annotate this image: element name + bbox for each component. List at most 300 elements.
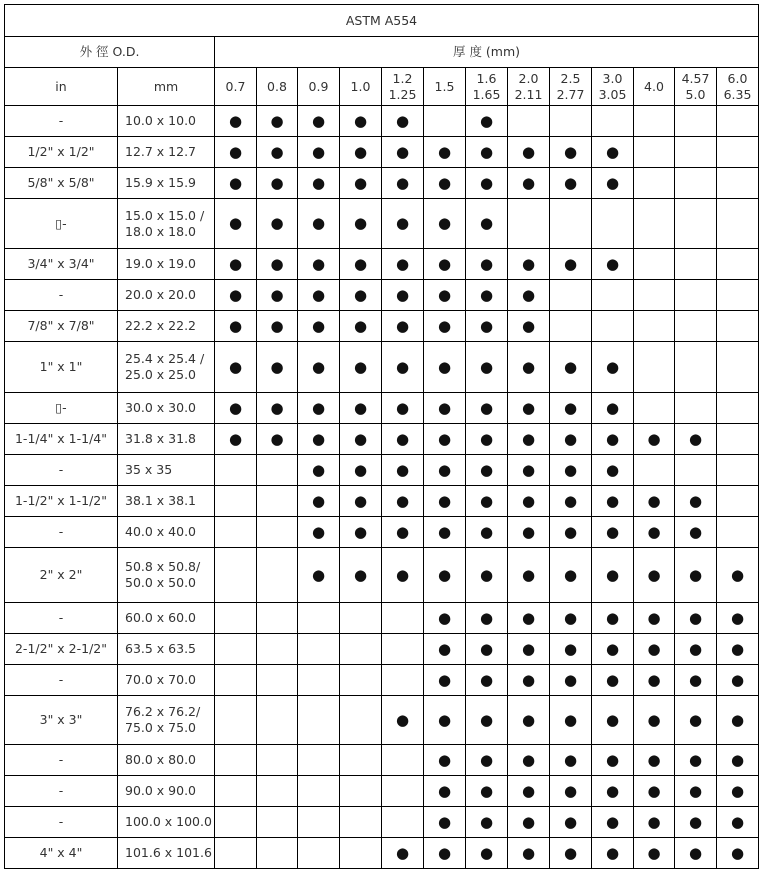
availability-cell [340,168,382,199]
availability-cell [675,455,717,486]
availability-dot: ● [437,608,452,627]
size-mm-line: 50.0 x 50.0 [125,575,197,590]
title-row [5,5,759,37]
availability-cell [634,696,675,745]
availability-dot: ● [353,429,368,448]
availability-cell [298,199,340,249]
availability-cell [257,838,298,869]
availability-cell [424,342,466,393]
availability-dot: ● [688,812,703,831]
availability-dot: ● [563,142,578,161]
availability-cell [424,634,466,665]
availability-cell [634,393,675,424]
availability-dot: ● [563,710,578,729]
size-mm-cell [118,280,215,311]
size-in-cell: 1-1/2" x 1-1/2" [5,486,118,517]
availability-cell [340,199,382,249]
availability-cell [592,424,634,455]
size-mm-line: 35 x 35 [125,462,173,477]
thickness-col-header [424,68,466,106]
availability-dot: ● [605,639,620,658]
thickness-value: 0.9 [308,78,329,94]
availability-cell [592,249,634,280]
availability-cell [550,106,592,137]
availability-cell [550,168,592,199]
availability-dot: ● [228,398,243,417]
availability-cell [466,199,508,249]
table-row [5,548,759,603]
availability-cell [466,776,508,807]
availability-cell [592,486,634,517]
availability-cell [298,634,340,665]
size-mm-cell [118,517,215,548]
table-row [5,776,759,807]
size-mm-line: 75.0 x 75.0 [125,720,197,735]
availability-dot: ● [353,357,368,376]
availability-cell [717,696,759,745]
availability-cell [424,696,466,745]
availability-cell [424,603,466,634]
availability-dot: ● [437,750,452,769]
availability-cell [466,745,508,776]
availability-cell [634,548,675,603]
availability-cell [550,249,592,280]
availability-dot: ● [521,750,536,769]
availability-cell [340,807,382,838]
size-mm-line: 40.0 x 40.0 [125,524,197,539]
thickness-value: 1.2 [392,70,413,86]
size-mm-line: 100.0 x 100.0 [125,814,212,829]
availability-cell [298,486,340,517]
thickness-col-header [298,68,340,106]
availability-cell [592,168,634,199]
availability-cell [424,486,466,517]
availability-dot: ● [479,214,494,232]
availability-cell [424,517,466,548]
availability-cell [215,665,257,696]
availability-dot: ● [605,460,620,479]
availability-dot: ● [563,398,578,417]
availability-dot: ● [270,429,284,448]
size-mm-cell [118,634,215,665]
availability-dot: ● [647,710,661,729]
availability-cell [717,342,759,393]
availability-cell [340,137,382,168]
table-row [5,665,759,696]
availability-dot: ● [437,491,452,510]
availability-cell [717,199,759,249]
availability-dot: ● [479,285,494,304]
thickness-col-header [466,68,508,106]
availability-dot: ● [563,429,578,448]
thickness-header: 厚 度 (mm) [215,37,759,68]
availability-dot: ● [563,522,578,541]
availability-dot: ● [353,285,368,304]
availability-dot: ● [228,254,243,273]
availability-cell [717,634,759,665]
availability-dot: ● [479,670,494,689]
availability-cell [675,486,717,517]
availability-dot: ● [647,429,661,448]
availability-dot: ● [479,522,494,541]
availability-cell [466,517,508,548]
availability-dot: ● [521,812,536,831]
availability-cell [634,280,675,311]
availability-cell [508,137,550,168]
availability-cell [550,486,592,517]
availability-dot: ● [647,608,661,627]
availability-cell [340,280,382,311]
size-mm-line: 25.4 x 25.4 / [125,351,205,366]
availability-dot: ● [437,142,452,161]
availability-cell [466,548,508,603]
availability-dot: ● [730,843,745,862]
group-header-row [5,37,759,68]
availability-cell [508,634,550,665]
availability-cell [298,696,340,745]
size-mm-cell [118,486,215,517]
availability-cell [508,745,550,776]
table-body [5,106,759,869]
availability-dot: ● [605,398,620,417]
availability-cell [717,249,759,280]
availability-dot: ● [311,357,326,376]
availability-cell [298,311,340,342]
thickness-col-header [382,68,424,106]
availability-dot: ● [479,111,494,130]
availability-dot: ● [479,565,494,584]
availability-dot: ● [437,460,452,479]
availability-cell [634,199,675,249]
thickness-col-header [550,68,592,106]
thickness-value: 1.65 [472,86,501,102]
availability-dot: ● [395,398,410,417]
size-mm-line: 30.0 x 30.0 [125,400,197,415]
availability-cell [634,838,675,869]
availability-dot: ● [228,357,243,376]
availability-cell [466,249,508,280]
availability-cell [298,280,340,311]
size-mm-cell [118,424,215,455]
availability-cell [215,199,257,249]
availability-cell [298,424,340,455]
availability-cell [717,838,759,869]
availability-dot: ● [479,357,494,376]
availability-cell [508,342,550,393]
availability-dot: ● [521,398,536,417]
availability-dot: ● [395,214,410,232]
size-mm-cell [118,342,215,393]
availability-dot: ● [521,429,536,448]
availability-cell [466,603,508,634]
size-mm-line: 60.0 x 60.0 [125,610,197,625]
size-mm-cell [118,311,215,342]
availability-cell [508,807,550,838]
availability-dot: ● [688,670,703,689]
availability-dot: ● [647,670,661,689]
availability-dot: ● [353,142,368,161]
availability-dot: ● [437,670,452,689]
availability-dot: ● [605,254,620,273]
availability-cell [257,486,298,517]
availability-dot: ● [479,491,494,510]
availability-dot: ● [311,398,326,417]
availability-cell [298,603,340,634]
availability-cell [340,311,382,342]
availability-cell [717,745,759,776]
availability-dot: ● [730,565,745,584]
availability-dot: ● [437,316,452,335]
availability-cell [550,311,592,342]
availability-dot: ● [521,357,536,376]
availability-cell [466,342,508,393]
availability-dot: ● [605,608,620,627]
availability-cell [550,137,592,168]
availability-dot: ● [563,565,578,584]
availability-cell [508,280,550,311]
availability-dot: ● [228,285,243,304]
availability-dot: ● [311,254,326,273]
availability-cell [466,634,508,665]
availability-dot: ● [688,781,703,800]
size-in-cell: ▯- [5,199,118,249]
availability-dot: ● [647,491,661,510]
availability-cell [675,807,717,838]
availability-dot: ● [311,316,326,335]
availability-cell [382,168,424,199]
availability-cell [424,665,466,696]
availability-cell [424,249,466,280]
table-row [5,168,759,199]
availability-dot: ● [730,639,745,658]
availability-dot: ● [437,214,452,232]
table-row [5,486,759,517]
availability-cell [424,137,466,168]
availability-dot: ● [521,522,536,541]
availability-dot: ● [521,670,536,689]
availability-cell [382,517,424,548]
availability-cell [466,455,508,486]
table-row [5,393,759,424]
availability-cell [675,603,717,634]
availability-cell [508,106,550,137]
availability-cell [675,838,717,869]
availability-dot: ● [479,173,494,192]
availability-cell [257,634,298,665]
availability-cell [257,424,298,455]
availability-cell [675,249,717,280]
availability-dot: ● [521,316,536,335]
availability-cell [466,311,508,342]
availability-dot: ● [353,398,368,417]
thickness-col-header [508,68,550,106]
availability-cell [382,745,424,776]
availability-cell [257,696,298,745]
availability-cell [215,280,257,311]
availability-dot: ● [605,491,620,510]
availability-dot: ● [521,173,536,192]
availability-cell [592,280,634,311]
availability-cell [466,838,508,869]
availability-cell [382,199,424,249]
availability-dot: ● [563,608,578,627]
availability-cell [717,311,759,342]
availability-dot: ● [353,565,368,584]
size-mm-cell [118,137,215,168]
availability-dot: ● [395,111,410,130]
availability-cell [550,548,592,603]
thickness-col-header [257,68,298,106]
size-mm-cell [118,548,215,603]
availability-dot: ● [437,357,452,376]
availability-cell [634,517,675,548]
availability-cell [382,776,424,807]
size-mm-line: 101.6 x 101.6 [125,845,212,860]
availability-cell [634,634,675,665]
availability-cell [508,696,550,745]
size-in-cell: 1" x 1" [5,342,118,393]
availability-cell [592,665,634,696]
availability-cell [717,548,759,603]
availability-cell [508,168,550,199]
availability-dot: ● [647,565,661,584]
availability-dot: ● [605,670,620,689]
availability-cell [298,776,340,807]
size-mm-line: 19.0 x 19.0 [125,256,197,271]
availability-dot: ● [228,142,243,161]
size-mm-cell [118,665,215,696]
availability-dot: ● [479,460,494,479]
od-header: 外 徑 O.D. [5,37,215,68]
availability-cell [675,776,717,807]
size-mm-line: 22.2 x 22.2 [125,318,197,333]
availability-cell [634,776,675,807]
availability-cell [508,393,550,424]
availability-cell [382,665,424,696]
availability-cell [424,838,466,869]
availability-cell [215,517,257,548]
availability-cell [215,634,257,665]
availability-cell [634,807,675,838]
availability-dot: ● [521,608,536,627]
availability-cell [382,342,424,393]
availability-cell [592,776,634,807]
availability-cell [257,548,298,603]
availability-dot: ● [395,142,410,161]
availability-dot: ● [647,522,661,541]
availability-dot: ● [311,491,326,510]
availability-cell [717,424,759,455]
table-row [5,424,759,455]
availability-dot: ● [521,639,536,658]
availability-cell [215,603,257,634]
availability-cell [550,603,592,634]
availability-cell [215,249,257,280]
availability-dot: ● [395,316,410,335]
availability-cell [675,199,717,249]
availability-dot: ● [479,429,494,448]
availability-cell [592,455,634,486]
availability-cell [382,455,424,486]
availability-dot: ● [311,142,326,161]
size-mm-line: 31.8 x 31.8 [125,431,197,446]
availability-dot: ● [353,173,368,192]
availability-dot: ● [270,142,284,161]
availability-dot: ● [479,639,494,658]
availability-cell [215,311,257,342]
availability-cell [675,696,717,745]
availability-cell [424,311,466,342]
availability-dot: ● [563,843,578,862]
availability-cell [675,634,717,665]
availability-cell [466,168,508,199]
table-row [5,603,759,634]
availability-cell [717,517,759,548]
availability-cell [340,838,382,869]
table-row [5,838,759,869]
availability-cell [592,603,634,634]
availability-cell [466,665,508,696]
availability-cell [592,311,634,342]
availability-cell [717,776,759,807]
availability-dot: ● [563,781,578,800]
availability-dot: ● [395,522,410,541]
availability-cell [424,776,466,807]
availability-dot: ● [228,111,243,130]
availability-cell [298,745,340,776]
availability-cell [675,745,717,776]
astm-a554-table [4,4,759,869]
availability-dot: ● [437,522,452,541]
availability-dot: ● [395,843,410,862]
availability-cell [424,807,466,838]
availability-cell [215,342,257,393]
size-mm-cell [118,249,215,280]
size-mm-line: 90.0 x 90.0 [125,783,197,798]
availability-cell [634,311,675,342]
availability-dot: ● [605,357,620,376]
availability-dot: ● [437,639,452,658]
availability-cell [215,137,257,168]
table-row [5,199,759,249]
availability-cell [508,603,550,634]
size-mm-line: 12.7 x 12.7 [125,144,197,159]
thickness-col-header [675,68,717,106]
availability-cell [717,807,759,838]
availability-cell [717,393,759,424]
availability-cell [382,137,424,168]
availability-cell [382,486,424,517]
availability-cell [215,745,257,776]
availability-cell [257,280,298,311]
thickness-value: 2.77 [556,86,585,102]
availability-cell [508,424,550,455]
availability-cell [508,838,550,869]
availability-cell [424,393,466,424]
availability-cell [257,665,298,696]
availability-dot: ● [437,812,452,831]
availability-cell [550,634,592,665]
availability-cell [257,455,298,486]
availability-dot: ● [395,460,410,479]
table-row [5,807,759,838]
size-in-cell: 4" x 4" [5,838,118,869]
availability-dot: ● [479,812,494,831]
size-mm-line: 18.0 x 18.0 [125,223,197,239]
availability-cell [550,517,592,548]
availability-dot: ● [521,491,536,510]
availability-cell [424,455,466,486]
